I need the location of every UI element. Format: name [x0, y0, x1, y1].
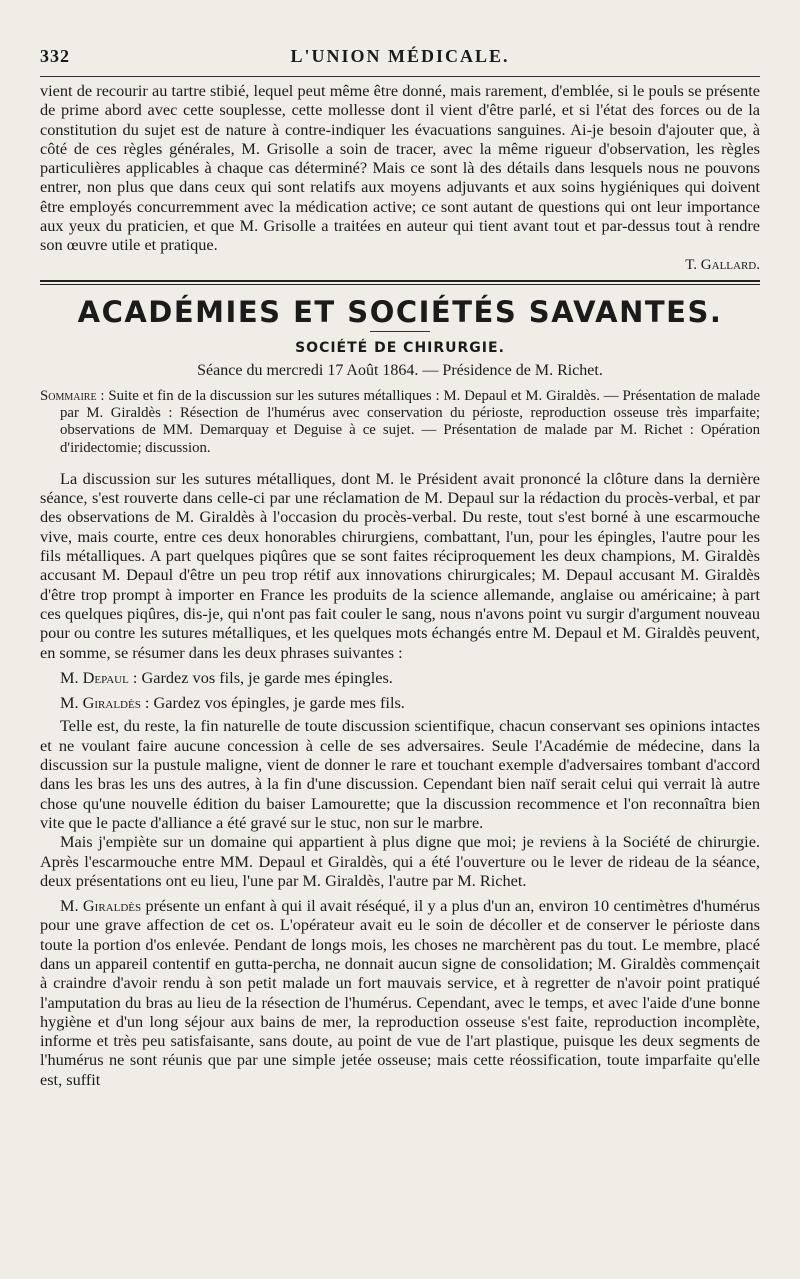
dialogue-giraldes — [60, 693, 760, 712]
journal-title: L'UNION MÉDICALE. — [290, 46, 510, 66]
body-paragraph-1: La discussion sur les sutures métalliques, dont M. le Président avait prononcé la clôture dans la dernière séance, s'est rouverte dans celle-ci par une réclamation de M. Depaul sur la rédaction du procès-verbal, et par des observations de M. Giraldès à l'occasion du procès-verbal. Du reste, tout s'est borné à une escarmouche vive, mais courte, entre ces deux honorables chirurgiens, combattant, l'un, pour les épingles, l'autre pour les fils métalliques. A part quelques piqûres que se sont faites réciproquement les deux champions, M. Giraldès accusant M. Depaul d'être un peu trop rétif aux innovations chirurgicales; M. Depaul accusant M. Giraldès d'être trop prompt à importer en France les produits de la science allemande, anglaise ou américaine; à part ces quelques piqûres, dis-je, qui n'ont pas fait couler le sang, nous n'avons point vu surgir d'argument nouveau pour ou contre les sutures métalliques, et les quelques mots échangés entre M. Depaul et M. Giraldès peuvent, en somme, se résumer dans les deux phrases suivantes : — [40, 468, 760, 662]
page-number: 332 — [40, 46, 70, 66]
title-ornament-rule — [370, 331, 430, 332]
society-heading: SOCIÉTÉ DE CHIRURGIE. — [295, 339, 505, 356]
running-head — [40, 38, 760, 70]
sommaire-label: Sommaire : — [40, 387, 105, 404]
seance-line: Séance du mercredi 17 Août 1864. — Présidence de M. Richet. — [197, 361, 603, 379]
speaker-depaul: M. Depaul : — [60, 667, 138, 687]
sommaire-text: Suite et fin de la discussion sur les sutures métalliques : M. Depaul et M. Giraldès. — Présentation de malade par M. Giraldès : Résection de l'humérus avec conservation du périoste, reproduction osseuse très imparfaite; observations de MM. Demarquay et Deguise à ce sujet. — Présentation de malade par M. Richet : Opération d'iridectomie; discussion. — [60, 387, 761, 456]
body-paragraph-4 — [40, 896, 760, 1089]
body-paragraph-3: Mais j'empiète sur un domaine qui appartient à plus digne que moi; je reviens à la Société de chirurgie. Après l'escarmouche entre MM. Depaul et Giraldès, qui a été l'ouverture ou le lever de rideau de la séance, deux présentations ont eu lieu, l'une par M. Giraldès, l'autre par M. Richet. — [40, 832, 760, 890]
author-signature: T. Gallard. — [685, 256, 760, 273]
speaker-giraldes-presentation: M. Giraldès — [60, 896, 142, 916]
sommaire — [40, 388, 760, 457]
dialogue-depaul — [60, 668, 760, 687]
section-title: ACADÉMIES ET SOCIÉTÉS SAVANTES. — [77, 294, 723, 329]
body-paragraph-4-text: présente un enfant à qui il avait réséqué, il y a plus d'un an, environ 10 centimètres d'humérus pour une grave affection de cet os. L'opérateur avait eu le soin de décoller et de conserver le périoste dans toute la portion d'os enlevée. Pendant de longs mois, les choses ne marchèrent pas du tout. Le membre, placé dans un appareil contentif en gutta-percha, ne donnait aucun signe de consolidation; M. Giraldès commençait à craindre d'avoir rendu à son petit malade un fort mauvais service, et à regretter de n'avoir point pratiqué l'amputation du bras au lieu de la résection de l'humérus. Cependant, avec le temps, et avec l'aide d'une bonne hygiène et d'un long séjour aux bains de mer, la reproduction osseuse s'est faite, reproduction incomplète, informe et très peu satisfaisante, sans doute, au point de vue de l'art plastique, puisque les deux segments de l'humérus ne sont réunis que par une simple jetée osseuse; mais cette réossification, toute imparfaite qu'elle est, suffit — [40, 896, 760, 1089]
section-divider — [40, 280, 760, 285]
quote-depaul: Gardez vos fils, je garde mes épingles. — [141, 667, 393, 687]
speaker-giraldes: M. Giraldès : — [60, 693, 150, 713]
body-paragraph-2: Telle est, du reste, la fin naturelle de toute discussion scientifique, chacun conservant ses opinions intactes et ne voulant faire aucune concession à celle de ses adversaires. Seule l'Académie de médecine, dans la discussion sur la pustule maligne, vient de donner le rare et touchant exemple d'adversaires tombant d'accord dans les bras les uns des autres, à la fin d'une discussion. Cependant bien naïf serait celui qui verrait là autre chose qu'une nouvelle édition du baiser Lamourette; que la discussion recommence et l'on reconnaîtra bien vite que le pacte d'alliance a été gravé sur le stuc, non sur le marbre. — [40, 716, 760, 832]
previous-article-paragraph: vient de recourir au tartre stibié, lequel peut même être donné, mais rarement, d'emblée, si le pouls se présente de prime abord avec cette souplesse, cette mollesse dont il vient d'être parlé, et si l'état des forces ou de la constitution du sujet est de nature à contre-indiquer les évacuations sanguines. Ai-je besoin d'ajouter que, à côté de ces règles générales, M. Grisolle a soin de tracer, avec la même rigueur d'observation, les règles particulières applicables à chaque cas déterminé? Mais ce sont là des détails dans lesquels nous ne pouvons entrer, non plus que dans ceux qui sont relatifs aux moyens adjuvants et aux soins hygiéniques qui doivent être employés concurremment avec la médication active; ce sont autant de questions qui ont leur importance aux yeux du praticien, et que M. Grisolle a traitées en auteur qui tient avant tout et par-dessus tout à rendre son œuvre utile et pratique. — [40, 81, 760, 255]
quote-giraldes: Gardez vos épingles, je garde mes fils. — [153, 693, 405, 713]
header-rule — [40, 76, 760, 77]
